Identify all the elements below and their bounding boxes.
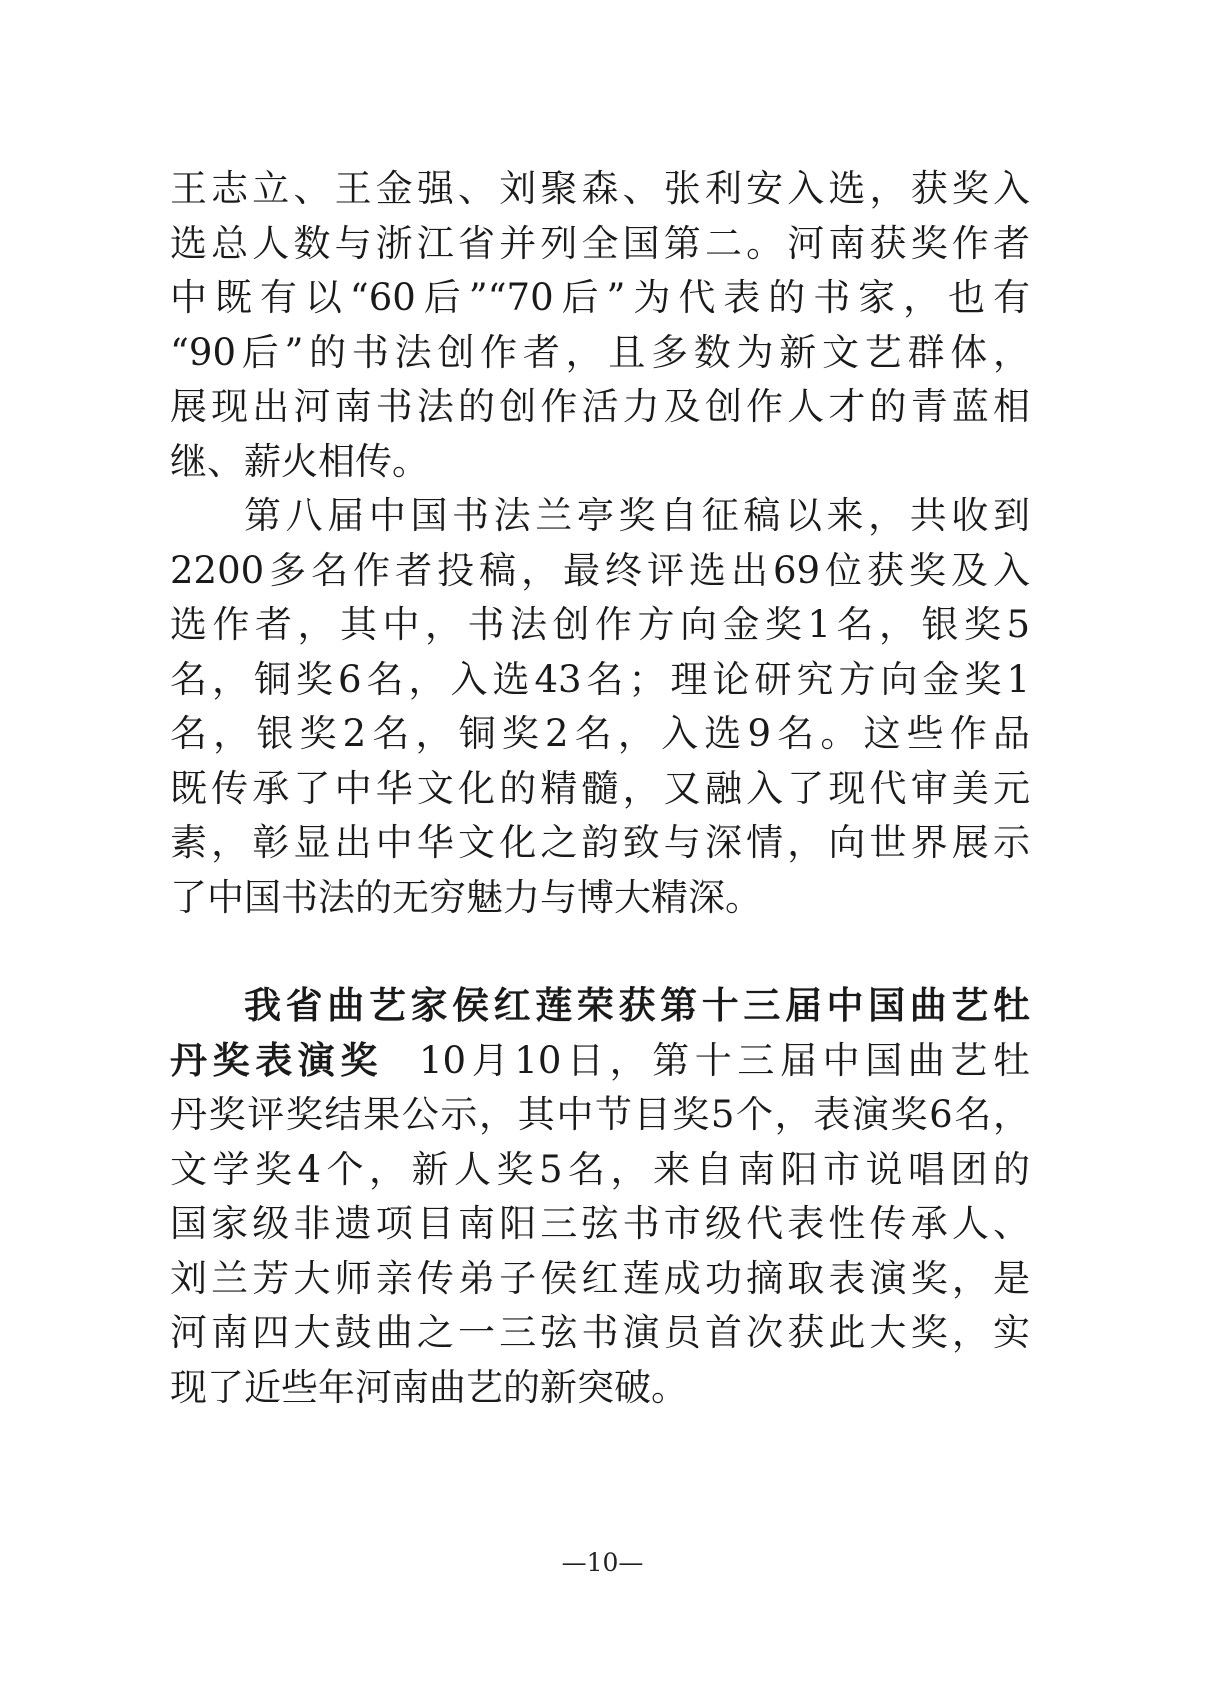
- text-line: “90后”的书法创作者，且多数为新文艺群体，: [170, 330, 1030, 374]
- section-peony-award: [170, 979, 1030, 1415]
- text-line: 丹奖评奖结果公示，其中节目奖5个，表演奖6名，: [170, 1093, 1030, 1136]
- text-line: 国家级非遗项目南阳三弦书市级代表性传承人、: [170, 1202, 1030, 1245]
- text-line: 刘兰芳大师亲传弟子侯红莲成功摘取表演奖，是: [170, 1256, 1030, 1300]
- text-line: 名，银奖2名，铜奖2名，入选9名。这些作品: [170, 712, 1030, 755]
- text-line: 既传承了中华文化的精髓，又融入了现代审美元: [170, 766, 1030, 810]
- text-line: 继、薪火相传。: [170, 439, 429, 483]
- text-line: 展现出河南书法的创作活力及创作人才的青蓝相: [170, 385, 1030, 428]
- text-line: 名，铜奖6名，入选43名；理论研究方向金奖1: [170, 657, 1030, 701]
- section-heading-continued: 丹奖表演奖: [170, 1038, 384, 1082]
- page-number: —10—: [561, 1548, 644, 1577]
- paragraph-lanting-award: [170, 489, 1030, 925]
- text-line: 现了近些年河南曲艺的新突破。: [170, 1365, 688, 1409]
- text-line: 素，彰显出中华文化之韵致与深情，向世界展示: [170, 821, 1030, 864]
- text-line: 中既有以“60后”“70后”为代表的书家，也有: [170, 276, 1030, 319]
- text-line: 2200多名作者投稿，最终评选出69位获奖及入: [170, 548, 1030, 592]
- section-spacer: [170, 925, 1030, 979]
- text-line: 文学奖4个，新人奖5名，来自南阳市说唱团的: [170, 1147, 1030, 1191]
- paragraph-award-winners-continued: [170, 162, 1030, 489]
- text-line: [170, 1034, 1030, 1089]
- section-heading: 我省曲艺家侯红莲荣获第十三届中国曲艺牡: [244, 984, 1030, 1027]
- section-body-start: 10月10日，第十三届中国曲艺牡: [419, 1038, 1030, 1082]
- document-page: [170, 162, 1030, 1415]
- text-line: 王志立、王金强、刘聚森、张利安入选，获奖入: [170, 167, 1030, 210]
- text-line: 了中国书法的无穷魅力与博大精深。: [170, 875, 762, 919]
- text-line: 选作者，其中，书法创作方向金奖1名，银奖5: [170, 603, 1030, 646]
- text-line: 第八届中国书法兰亭奖自征稿以来，共收到: [244, 494, 1030, 537]
- text-line: 选总人数与浙江省并列全国第二。河南获奖作者: [170, 221, 1030, 265]
- text-line: 河南四大鼓曲之一三弦书演员首次获此大奖，实: [170, 1311, 1030, 1354]
